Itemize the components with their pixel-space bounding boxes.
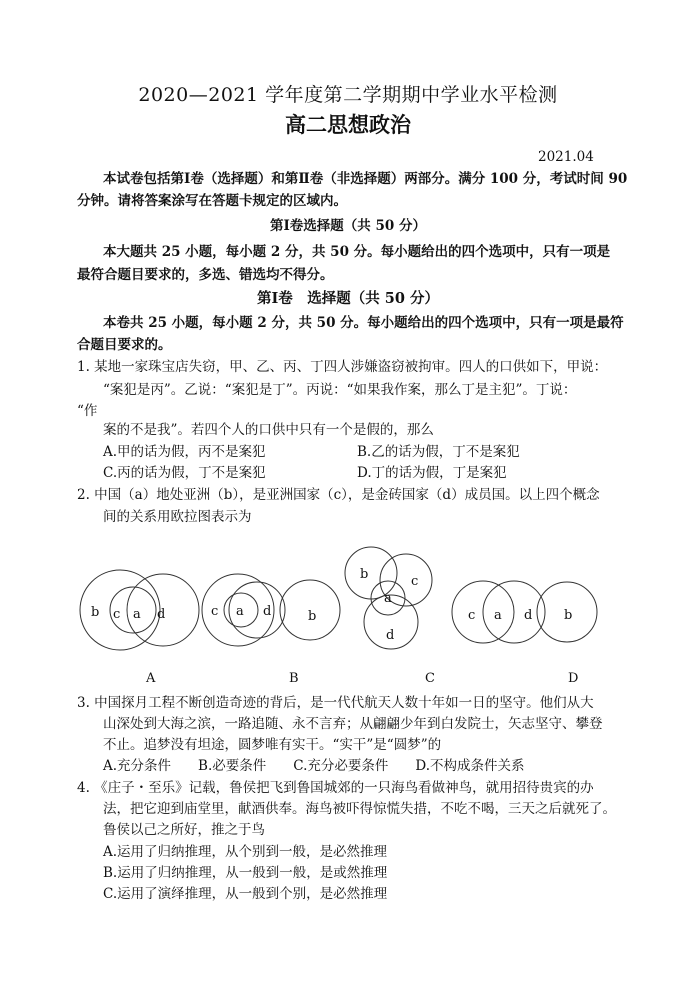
diagram-b-caption: B	[289, 671, 299, 686]
diagram-a-label-c: c	[113, 607, 121, 622]
diagram-d-caption: D	[568, 671, 579, 686]
section-desc-b2: 合题目要求的。	[77, 337, 172, 353]
q2-line-2: 间的关系用欧拉图表示为	[103, 509, 252, 525]
diagram-a-label-a: a	[133, 607, 141, 622]
q1-line-3: “作	[77, 403, 98, 419]
q3-line-2: 山深处到大海之滨，一路追随、永不言弃；从翩翩少年到白发院士，矢志坚守、攀登	[103, 716, 603, 732]
q1-option-b: B.乙的话为假，丁不是案犯	[357, 444, 520, 460]
q1-line-2: “案犯是丙”。乙说：“案犯是丁”。丙说：“如果我作案，那么丁是主犯”。丁说：	[103, 382, 577, 398]
q4-option-a: A.运用了归纳推理，从个别到一般，是必然推理	[103, 844, 388, 860]
diagram-c-caption: C	[425, 671, 435, 686]
diagram-c-label-c: c	[411, 574, 419, 589]
diagram-c-label-a: a	[384, 591, 392, 606]
diagram-b-label-b: b	[308, 609, 317, 624]
diagram-d-label-d: d	[524, 608, 533, 623]
section-desc-b1: 本卷共 25 小题，每小题 2 分，共 50 分。每小题给出的四个选项中，只有一项是最符	[103, 315, 624, 331]
instructions-line-1: 本试卷包括第Ⅰ卷（选择题）和第Ⅱ卷（非选择题）两部分。满分 100 分，考试时间 90	[103, 171, 628, 187]
diagram-c-label-b: b	[360, 567, 369, 582]
diagram-d-label-b: b	[564, 608, 573, 623]
q1-option-a: A.甲的话为假，丙不是案犯	[103, 444, 266, 460]
q1-line-1: 1. 某地一家珠宝店失窃，甲、乙、丙、丁四人涉嫌盗窃被拘审。四人的口供如下，甲说：	[77, 359, 608, 375]
diagram-b-label-c: c	[211, 604, 219, 619]
section-desc-a2: 最符合题目要求的，多选、错选均不得分。	[77, 267, 334, 283]
q3-line-1: 3. 中国探月工程不断创造奇迹的背后，是一代代航天人数十年如一日的坚守。他们从大	[77, 695, 594, 711]
q2-line-1: 2. 中国（a）地处亚洲（b），是亚洲国家（c），是金砖国家（d）成员国。以上四个概念	[77, 487, 600, 503]
subject-title: 高二思想政治	[285, 112, 411, 137]
q4-line-2: 法，把它迎到庙堂里，献酒供奉。海鸟被吓得惊慌失措，不吃不喝，三天之后就死了。	[103, 801, 616, 817]
diagram-a-caption: A	[146, 671, 156, 686]
exam-title: 2020—2021 学年度第二学期期中学业水平检测	[138, 84, 558, 106]
q1-option-c: C.丙的话为假，丁不是案犯	[103, 465, 266, 481]
diagram-d-label-a: a	[494, 608, 502, 623]
q3-line-3: 不止。追梦没有坦途，圆梦唯有实干。“实干”是“圆梦”的	[103, 737, 442, 753]
euler-diagrams	[0, 540, 696, 690]
diagram-b-label-d: d	[263, 604, 272, 619]
diagram-d-label-c: c	[468, 608, 476, 623]
q4-line-3: 鲁侯以己之所好，推之于鸟	[103, 822, 265, 838]
q4-option-c: C.运用了演绎推理，从一般到个别，是必然推理	[103, 886, 388, 902]
q4-option-b: B.运用了归纳推理，从一般到一般，是或然推理	[103, 865, 388, 881]
section-title-a: 第Ⅰ卷选择题（共 50 分）	[269, 218, 426, 234]
diagram-a-label-d: d	[157, 607, 166, 622]
section-title-b: 第Ⅰ卷 选择题（共 50 分）	[256, 290, 440, 307]
instructions-line-2: 分钟。请将答案涂写在答题卡规定的区域内。	[77, 193, 347, 209]
diagram-b-label-a: a	[236, 604, 244, 619]
diagram-a-label-b: b	[91, 605, 100, 620]
diagram-c-label-d: d	[386, 628, 395, 643]
q3-options: A.充分条件 B.必要条件 C.充分必要条件 D.不构成条件关系	[103, 758, 525, 774]
section-desc-a1: 本大题共 25 小题，每小题 2 分，共 50 分。每小题给出的四个选项中，只有一项是	[103, 244, 611, 260]
q4-line-1: 4. 《庄子・至乐》记载，鲁侯把飞到鲁国城郊的一只海鸟看做神鸟，就用招待贵宾的办	[77, 780, 594, 796]
exam-date: 2021.04	[538, 149, 594, 165]
q1-option-d: D.丁的话为假，丁是案犯	[357, 465, 507, 481]
q1-line-4: 案的不是我”。若四个人的口供中只有一个是假的，那么	[103, 422, 434, 438]
